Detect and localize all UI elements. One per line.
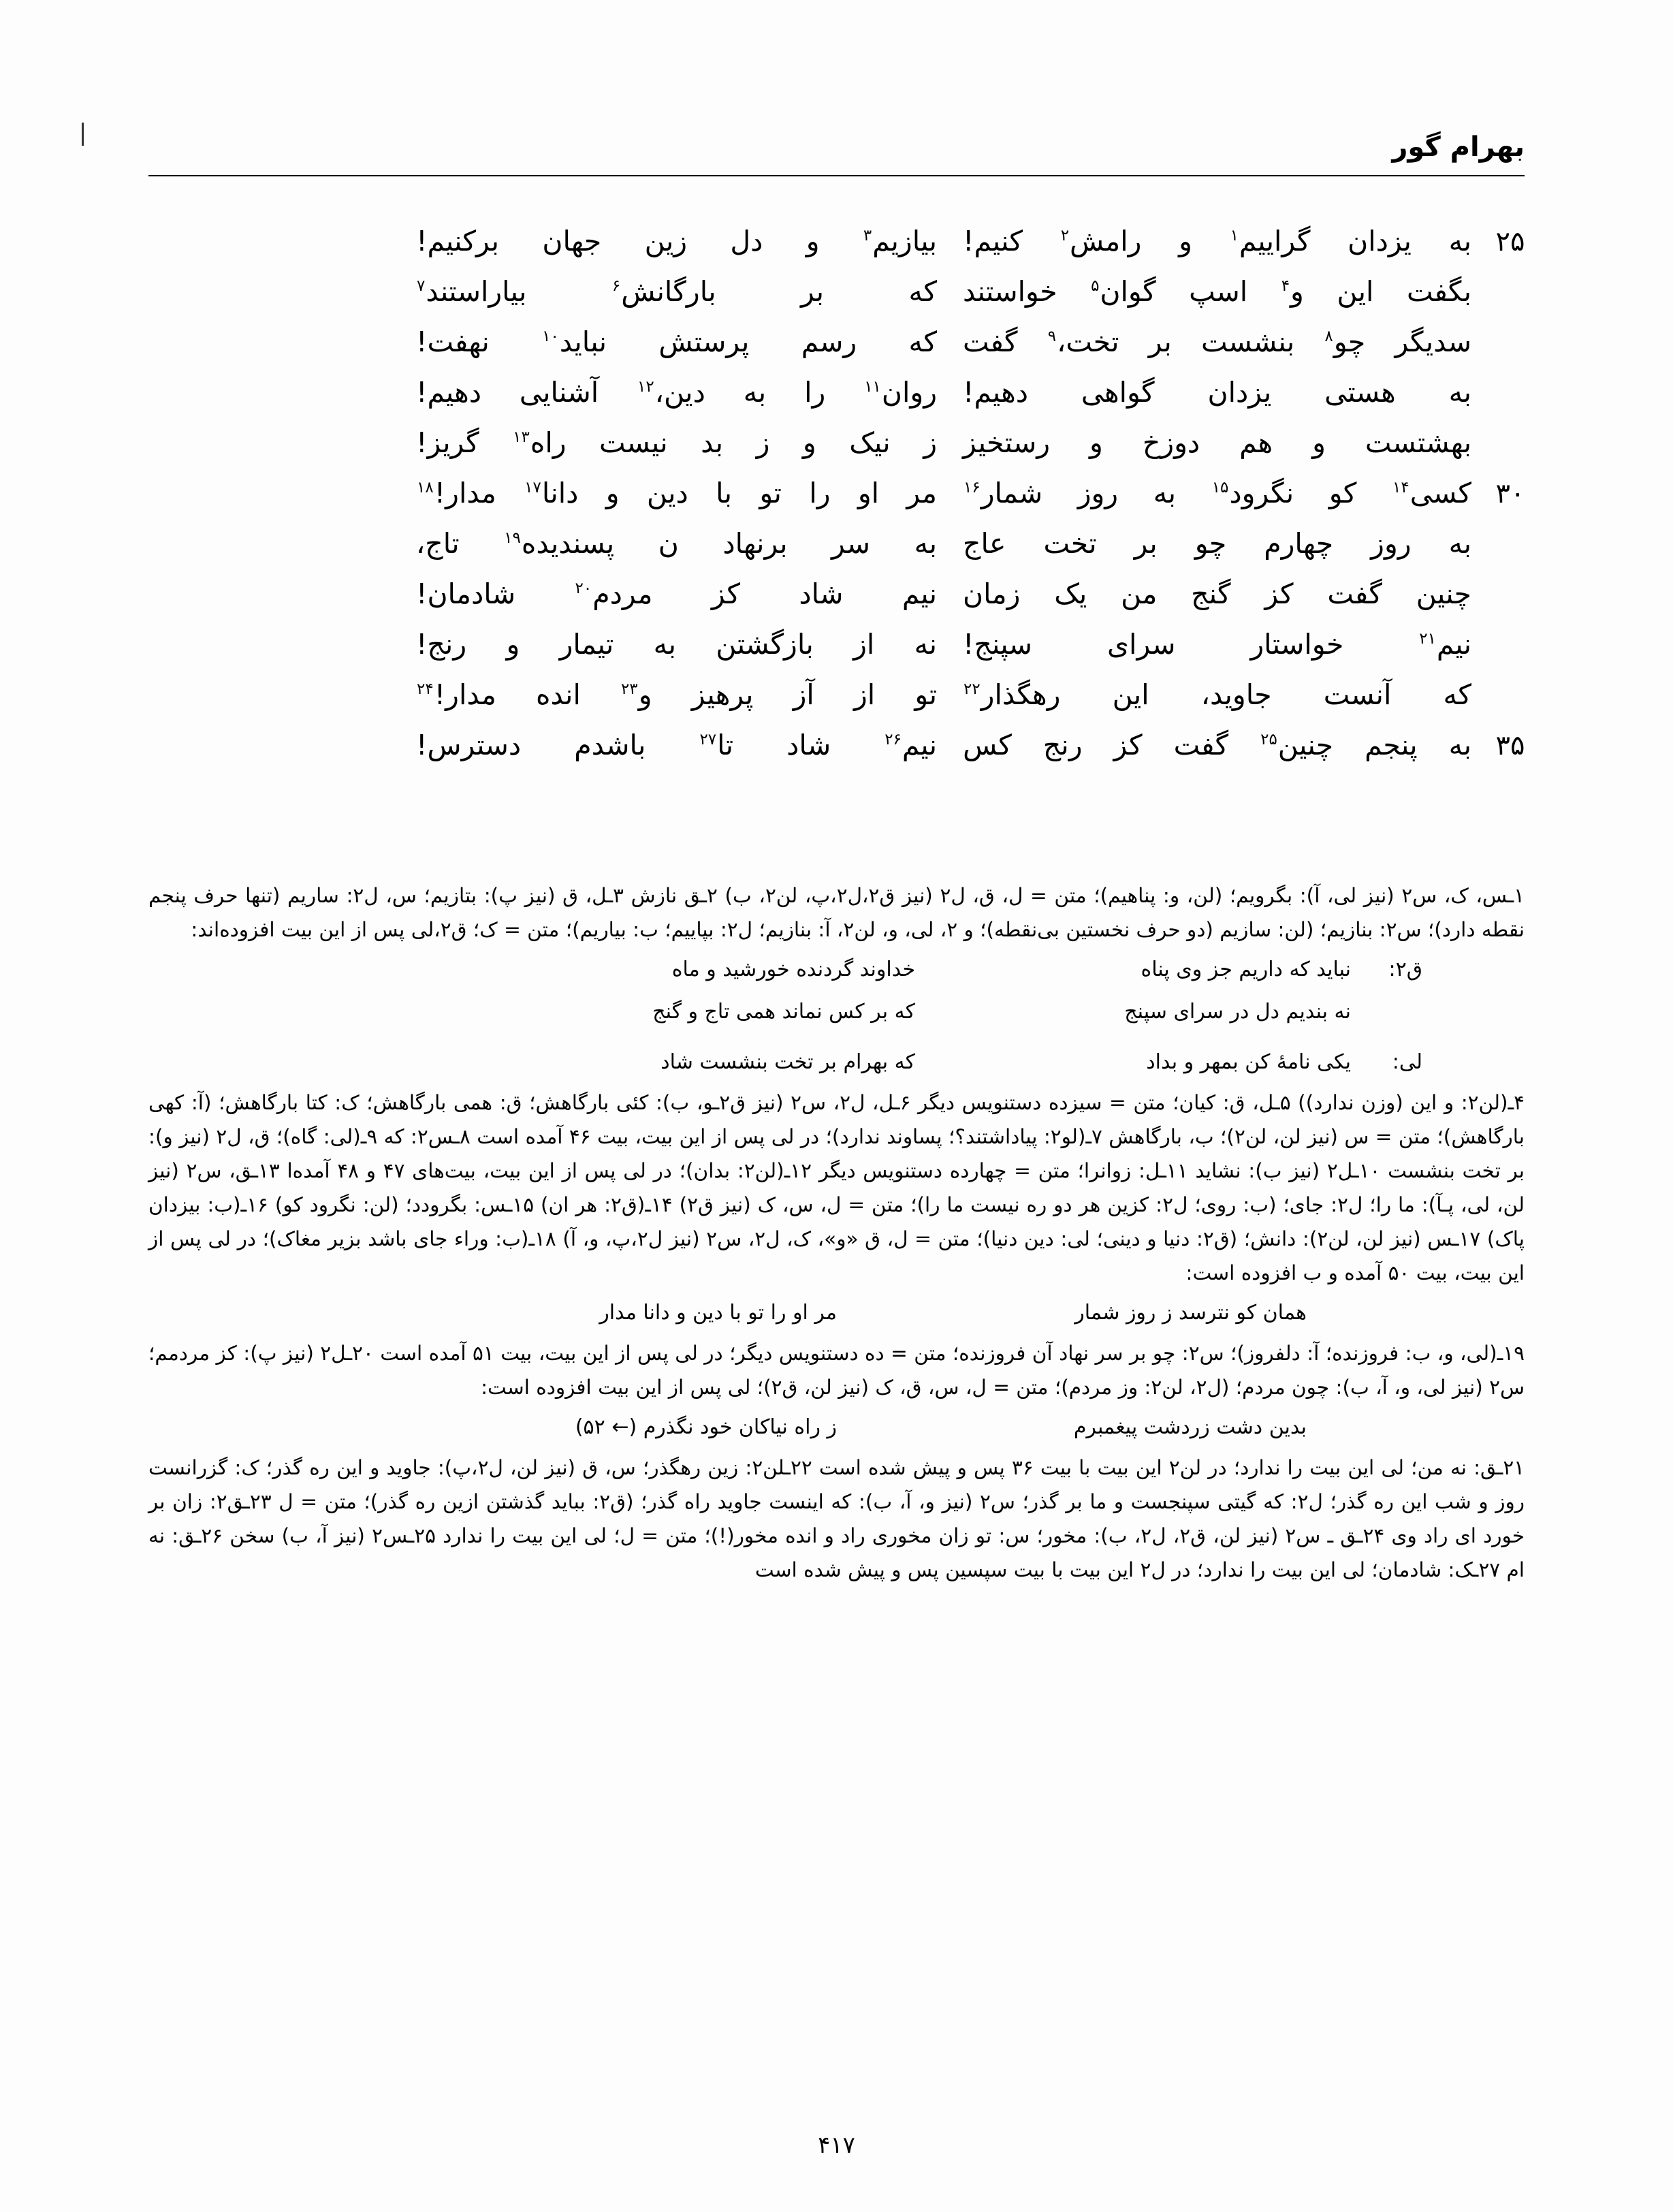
verse-word: بر [1134, 527, 1158, 560]
verse-word: نهفت! [416, 326, 490, 358]
verse-word: تیمار [559, 628, 614, 661]
verse-word: هستی [1324, 376, 1396, 409]
verse-word: چهارم [1264, 527, 1334, 560]
verse-word: ز [923, 426, 937, 459]
verse-word: برکنیم! [416, 225, 500, 257]
page-number: ۴۱۷ [818, 2132, 855, 2159]
couplet-hemistich-right: یکی نامهٔ کن بمهر و بداد [1146, 1050, 1351, 1074]
footnote-marker: ۲۲ [963, 680, 981, 699]
verse-hemistich-right [944, 426, 1471, 459]
verse-word: بازگشتن [716, 628, 814, 661]
verse-word: دسترس! [416, 729, 522, 761]
verse-word: کنیم! [963, 225, 1023, 257]
verse-word: اسپ [1189, 275, 1248, 308]
verse-line [136, 426, 1537, 477]
verse-hemistich-left [416, 275, 944, 308]
quoted-couplet [148, 951, 1525, 989]
verse-word: دوزخ [1142, 426, 1200, 459]
verse-hemistich-right [944, 326, 1471, 358]
verse-word: بارگانش$^۶$ [611, 275, 716, 308]
verse-hemistich-left [416, 225, 944, 257]
verse-word: شاد [799, 578, 844, 610]
apparatus-paragraph-2: ۴ـ(لن۲: و این (وزن ندارد)) ۵ـل، ق: کیان؛ متن = سیزده دستنویس دیگر ۶ـل، ل۲، س۲ (نیز ق۲ـو، ب): کئی بارگاهش؛ ق: همی بارگاهش؛ ک: کتا بارگاهش؛ (آ: کهی بارگاهش)؛ متن = س (نیز لن، لن۲)؛ ب، بارگاهش ۷ـ(لو۲: پیاداشتند؟؛ پساوند ندارد)؛ در لی پس از این بیت، بیت ۴۶ آمده است ۸ـس۲: که ۹ـ(لی: گاه)؛ ق، ل۲ (نیز و): بر تخت بنشست ۱۰ـل۲ (نیز ب): نشاید ۱۱ـل: زوانرا؛ متن = چهارده دستنویس دیگر ۱۲ـ(لن۲: بدان)؛ در لی پس از این بیت، بیت‌های ۴۷ و ۴۸ آمده‌ا ۱۳ـق، س۲ (نیز لن، لی، پـآ): ما را؛ ل۲: جای؛ (ب: روی؛ ل۲: کزین هر دو ره نیست ما را)؛ متن = ل، س، ک (نیز ق۲) ۱۴ـ(ق۲: هر ان) ۱۵ـس: بگرودد؛ (لن: نگرود کو) ۱۶ـ(ب: بیزدان پاک) ۱۷ـس (نیز لن، لن۲): دانش؛ (ق۲: دنیا و دینی؛ لی: دین دنیا)؛ متن = ل، ق «و»، ک، ل۲، س۲ (نیز ل۲،پ، و، آ) ۱۸ـ(ب: وراء جای باشد بزیر مغاک)؛ در لی پس از این بیت، بیت ۵۰ آمده و ب افزوده است: [148, 1091, 1525, 1284]
verse-line [136, 729, 1537, 779]
footnote-marker: ۵ [1091, 277, 1100, 296]
footnote-marker: ۱ [1230, 227, 1239, 245]
verse-block [136, 225, 1537, 779]
verse-word: کو [1328, 477, 1357, 509]
verse-hemistich-right [944, 628, 1471, 661]
verse-word: سدیگر [1395, 326, 1471, 358]
verse-hemistich-right [944, 477, 1471, 509]
couplet-source-label: ق۲: [1388, 958, 1422, 981]
verse-word: بد [701, 426, 724, 459]
verse-word: و$^۴$ [1281, 275, 1304, 308]
verse-word: به [914, 527, 937, 560]
verse-word: چو$^۸$ [1324, 326, 1366, 358]
couplet-hemistich-right: نباید که داریم جز وی پناه [1141, 958, 1351, 981]
verse-word: بر [801, 275, 825, 308]
verse-word: تخت،$^۹$ [1047, 326, 1119, 358]
verse-word: بیازیم$^۳$ [863, 225, 937, 257]
verse-word: و [1089, 426, 1103, 459]
verse-word: نیست [599, 426, 668, 459]
verse-word: گراییم$^۱$ [1230, 225, 1311, 257]
verse-word: و [1179, 225, 1192, 257]
footnote-marker: ۲۳ [621, 680, 638, 699]
verse-word: چو [1194, 527, 1227, 560]
verse-hemistich-left [416, 678, 944, 711]
verse-word: پسندیده$^{۱۹}$ [504, 527, 615, 560]
footnote-marker: ۱۴ [1392, 479, 1409, 497]
verse-word: جهان [542, 225, 602, 257]
verse-word: نگرود$^{۱۵}$ [1211, 477, 1294, 509]
verse-word: کز [711, 578, 740, 610]
verse-word: مدار!$^{۲۴}$ [417, 678, 496, 711]
verse-word: کس [963, 729, 1012, 761]
couplet-hemistich-left: خداوند گردنده خورشید و ماه [671, 958, 915, 981]
verse-word: دهیم! [963, 376, 1029, 409]
verse-hemistich-left [416, 426, 944, 459]
footnote-marker: ۱۱ [864, 378, 881, 396]
footnote-marker: ۲۶ [885, 731, 902, 749]
verse-line [136, 578, 1537, 628]
verse-word: دهیم! [416, 376, 481, 409]
verse-hemistich-right [944, 678, 1471, 711]
verse-hemistich-left [416, 729, 944, 761]
verse-line [136, 527, 1537, 578]
verse-word: بگفت [1406, 275, 1471, 308]
verse-word: رسم [801, 326, 857, 358]
verse-word: گفت [1327, 578, 1382, 610]
verse-word: گفت [1173, 729, 1229, 761]
verse-word: نیم$^{۲۶}$ [885, 729, 937, 761]
footnote-marker: ۲۰ [575, 580, 592, 598]
footnote-marker: ۷ [417, 277, 426, 296]
page-header [148, 133, 1525, 188]
verse-word: به [1448, 376, 1471, 409]
verse-line [136, 477, 1537, 527]
verse-word: و [506, 628, 520, 661]
footnote-marker: ۱۳ [513, 428, 530, 447]
verse-word: تاج، [416, 527, 460, 560]
apparatus-paragraph-1: ۱ـس، ک، س۲ (نیز لی، آ): بگرویم؛ (لن، و: پناهیم)؛ متن = ل، ق، ل۲ (نیز ق۲،ل۲،پ، لن۲، ب) ۲ـق نازش ۳ـل، ق (نیز پ): بتازیم؛ س، ل۲: ساریم (تنها حرف پنجم نقطه دارد)؛ س۲: بنازیم؛ (لن: سازیم (دو حرف نخستین بی‌نقطه)؛ و ۲، لی، و، لن۲، آ: بنازیم؛ ل۲: بپاییم؛ ب: بیاریم)؛ متن = ک؛ ق۲،لی پس از این بیت افزوده‌اند: [148, 884, 1525, 941]
couplet-source-label: لی: [1392, 1050, 1422, 1074]
couplet-hemistich-left: ز راه نیاکان خود نگذرم (← ۵۲) [575, 1415, 837, 1439]
verse-word: نیک [849, 426, 891, 459]
verse-hemistich-left [416, 628, 944, 661]
verse-hemistich-right [944, 225, 1471, 257]
verse-hemistich-right [944, 578, 1471, 610]
verse-word: آز [793, 678, 814, 711]
footnote-marker: ۲۱ [1419, 630, 1436, 648]
verse-word: مردم$^{۲۰}$ [575, 578, 653, 610]
verse-word: یزدان [1207, 376, 1272, 409]
verse-word: زمان [963, 578, 1021, 610]
couplet-hemistich-right: نه بندیم دل در سرای سپنج [1124, 1000, 1351, 1024]
couplet-hemistich-right: بدین دشت زردشت پیغمبرم [1073, 1415, 1307, 1439]
verse-word: روز [1077, 477, 1119, 509]
verse-word: و$^{۲۳}$ [621, 678, 652, 711]
verse-word: پرهیز [691, 678, 754, 711]
verse-line [136, 628, 1537, 678]
verse-word: و [1312, 426, 1326, 459]
verse-word: به [1448, 225, 1471, 257]
verse-word: روز [1371, 527, 1412, 560]
verse-word: انده [536, 678, 581, 711]
verse-word: او [857, 477, 880, 509]
verse-word: روان$^{۱۱}$ [864, 376, 937, 409]
quoted-couplet [148, 1043, 1525, 1081]
verse-line [136, 678, 1537, 729]
couplet-hemistich-left: که بهرام بر تخت بنشست شاد [660, 1050, 915, 1074]
quoted-couplet [148, 1294, 1525, 1332]
verse-word: تو [914, 678, 937, 711]
verse-word: شمار$^{۱۶}$ [963, 477, 1043, 509]
verse-word: که [908, 275, 937, 308]
verse-word: بنشست [1200, 326, 1295, 358]
verse-word: از [853, 628, 875, 661]
footnote-marker: ۱۲ [637, 378, 654, 396]
verse-word: به [653, 628, 677, 661]
footnote-marker: ۱۷ [524, 479, 541, 497]
verse-hemistich-right [944, 527, 1471, 560]
footnote-marker: ۲۵ [1260, 731, 1277, 749]
verse-word: دین [646, 477, 688, 509]
quoted-couplet [148, 993, 1525, 1031]
verse-word: جاوید، [1200, 678, 1272, 711]
verse-word: خواستار [1250, 628, 1344, 661]
verse-word: مدار!$^{۱۸}$ [417, 477, 496, 509]
footnote-marker: ۸ [1324, 328, 1333, 346]
verse-word: بهشتست [1365, 426, 1471, 459]
verse-word: بر [1148, 326, 1172, 358]
verse-word: کسی$^{۱۴}$ [1392, 477, 1471, 509]
verse-word: رستخیز [963, 426, 1051, 459]
verse-word: را [804, 376, 826, 409]
verse-word: را [809, 477, 831, 509]
verse-word: که [1443, 678, 1471, 711]
footnote-marker: ۹ [1047, 328, 1057, 346]
verse-word: رهگذار$^{۲۲}$ [963, 678, 1061, 711]
couplet-source-label [1351, 993, 1422, 1031]
quoted-couplet [148, 1408, 1525, 1447]
verse-word: و [802, 426, 816, 459]
verse-hemistich-left [416, 326, 944, 358]
verse-word: دانا$^{۱۷}$ [524, 477, 579, 509]
verse-word: گواهی [1081, 376, 1155, 409]
verse-word: کز [1113, 729, 1143, 761]
verse-hemistich-left [416, 477, 944, 509]
verse-word: شادمان! [416, 578, 516, 610]
verse-line-number: ۳۰ [1495, 478, 1525, 509]
verse-word: بیاراستند$^۷$ [417, 275, 527, 308]
verse-word: هم [1239, 426, 1273, 459]
verse-word: یک [1054, 578, 1087, 610]
page-edge-mark [82, 123, 84, 146]
verse-line [136, 326, 1537, 376]
footnote-marker: ۳ [863, 227, 872, 245]
verse-line-number: ۳۵ [1495, 730, 1525, 761]
verse-word: سرای [1106, 628, 1176, 661]
verse-word: به [1448, 527, 1471, 560]
verse-hemistich-left [416, 578, 944, 610]
verse-word: ن [658, 527, 679, 560]
verse-word: پنجم [1365, 729, 1418, 761]
verse-word: کز [1264, 578, 1294, 610]
verse-word: من [1121, 578, 1158, 610]
verse-word: نه [914, 628, 937, 661]
verse-word: و [605, 477, 620, 509]
verse-word: نباید$^{۱۰}$ [542, 326, 607, 358]
verse-word: به [1448, 729, 1471, 761]
verse-word: تا$^{۲۷}$ [699, 729, 734, 761]
verse-word: یزدان [1348, 225, 1412, 257]
verse-word: رامش$^۲$ [1060, 225, 1142, 257]
critical-apparatus [148, 879, 1525, 1587]
footnote-marker: ۱۰ [542, 328, 559, 346]
verse-word: سپنج! [963, 628, 1033, 661]
couplet-hemistich-left: مر او را تو با دین و دانا مدار [599, 1301, 837, 1325]
verse-line [136, 275, 1537, 326]
verse-word: چنین [1416, 578, 1471, 610]
verse-word: به [1153, 477, 1177, 509]
verse-word: گریز! [416, 426, 479, 459]
verse-hemistich-right [944, 376, 1471, 409]
verse-word: نیم [902, 578, 937, 610]
spacer [148, 1035, 1525, 1039]
verse-word: این [1337, 275, 1374, 308]
verse-word: تخت [1043, 527, 1097, 560]
footnote-marker: ۶ [611, 277, 621, 296]
couplet-hemistich-left: که بر کس نماند همی تاج و گنج [652, 1000, 915, 1024]
verse-hemistich-left [416, 376, 944, 409]
running-head-title: بهرام گور [1392, 131, 1525, 163]
verse-hemistich-right [944, 275, 1471, 308]
verse-word: راه$^{۱۳}$ [513, 426, 567, 459]
verse-word: برنهاد [722, 527, 788, 560]
footnote-marker: ۱۸ [417, 479, 434, 497]
verse-word: سر [831, 527, 871, 560]
verse-word: این [1112, 678, 1149, 711]
verse-word: آشنایی [519, 376, 599, 409]
verse-word: تو [759, 477, 782, 509]
verse-word: خواستند [963, 275, 1057, 308]
verse-word: گوان$^۵$ [1091, 275, 1156, 308]
verse-word: گنج [1191, 578, 1231, 610]
verse-word: مر [906, 477, 937, 509]
verse-word: رنج [1042, 729, 1083, 761]
verse-line [136, 225, 1537, 275]
footnote-marker: ۲۷ [699, 731, 717, 749]
verse-word: دل [730, 225, 763, 257]
verse-hemistich-left [416, 527, 944, 560]
verse-line-number: ۲۵ [1495, 226, 1525, 257]
verse-word: عاج [963, 527, 1006, 560]
verse-word: چنین$^{۲۵}$ [1260, 729, 1334, 761]
verse-word: رنج! [416, 628, 467, 661]
footnote-marker: ۱۵ [1211, 479, 1229, 497]
verse-word: شاد [786, 729, 831, 761]
apparatus-paragraph-3: ۱۹ـ(لی، و، ب: فروزنده؛ آ: دلفروز)؛ س۲: چو بر سر نهاد آن فروزنده؛ متن = ده دستنویس دیگر؛ در لی پس از این بیت، بیت ۵۱ آمده است ۲۰ـل۲ (نیز پ): کز مردمم؛ س۲ (نیز لی، و، آ، ب): چون مردم؛ (ل۲، لن۲: وز مردم)؛ متن = ل، س، ق، ک (نیز لن، ق۲)؛ لی پس از این بیت افزوده است: [148, 1342, 1525, 1399]
verse-word: از [854, 678, 876, 711]
footnote-marker: ۴ [1281, 277, 1290, 296]
verse-word: باشدم [574, 729, 646, 761]
footnote-marker: ۲۴ [417, 680, 434, 699]
verse-word: دین،$^{۱۲}$ [637, 376, 705, 409]
header-divider-rule [148, 175, 1525, 176]
footnote-marker: ۱۹ [504, 529, 521, 548]
verse-word: ز [756, 426, 770, 459]
verse-line [136, 376, 1537, 426]
verse-word: که [908, 326, 937, 358]
footnote-marker: ۱۶ [963, 479, 981, 497]
verse-word: با [716, 477, 733, 509]
verse-hemistich-right [944, 729, 1471, 761]
verse-word: آنست [1323, 678, 1392, 711]
footnote-marker: ۲ [1060, 227, 1070, 245]
verse-word: و [806, 225, 820, 257]
verse-word: پرستش [658, 326, 750, 358]
verse-word: گفت [963, 326, 1018, 358]
verse-word: زین [644, 225, 688, 257]
couplet-hemistich-right: همان کو نترسد ز روز شمار [1074, 1301, 1307, 1325]
verse-word: نیم$^{۲۱}$ [1419, 628, 1471, 661]
apparatus-paragraph-4: ۲۱ـق: نه من؛ لی این بیت را ندارد؛ در لن۲ این بیت با بیت ۳۶ پس و پیش شده است ۲۲ـلن۲: زین رهگذر؛ س، ق (نیز لن، ل۲،پ): جاوید و این ره گذر؛ ک: گزرانست روز و شب این ره گذر؛ ل۲: که گیتی سپنجست و ما بر گذر؛ س۲ (نیز و، آ، ب): که اینست جاوید راه گذر؛ (ق۲: بباید گذشتن ازین ره گذر)؛ متن = ل ۲۳ـق۲: زان بر خورد ای راد وی ۲۴ـق ـ س۲ (نیز لن، ق۲، ل۲، ب): مخور؛ س: تو زان مخوری راد و انده مخور(!)؛ متن = ل؛ لی این بیت را ندارد ۲۵ـس۲ (نیز آ، ب) سخن ۲۶ـق: نه ام ۲۷ـک: شادمان؛ لی این بیت را ندارد؛ در ل۲ این بیت با بیت سپسین پس و پیش شده است [148, 1456, 1525, 1581]
verse-word: به [743, 376, 767, 409]
